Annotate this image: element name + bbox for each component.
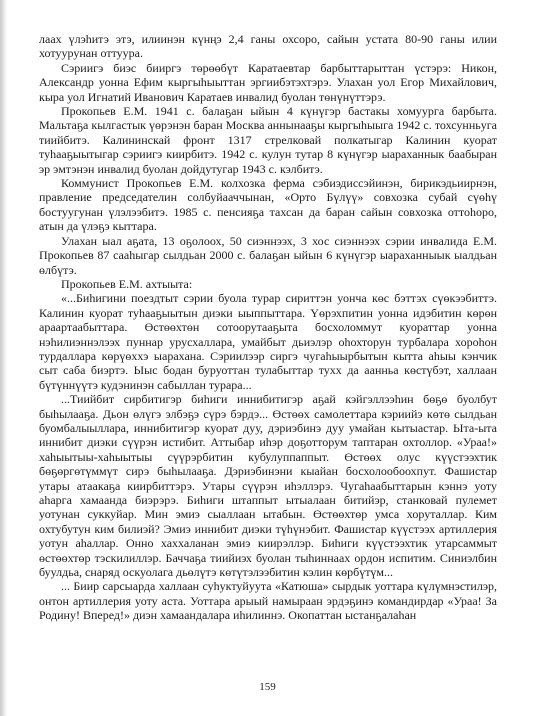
paragraph-memoir-3: ... Биир сарсыарда халлаан суһуктуйуута «Катюша» сырдык уоттара күлүмнэстилэр, онтон артиллерия уоту аста. Уоттара арыый намыраан эрдэҕинэ командирдар «Ураа! За Родину! Вперед!» диэн хамаандалара иһилиннэ. Окопаттан ыстанҕалаһан xyxy=(39,579,497,623)
page-text xyxy=(39,32,497,623)
page-number: 159 xyxy=(259,681,276,693)
paragraph-prokopiev-war: Прокопьев Е.М. 1941 с. балаҕан ыйын 4 күнүгэр бастакы хомуурга барбыта. Мальтаҕа кылгастык үөрэнэн баран Москва аннынааҕы кыргыһыыга 1942 с. тохсунньуга тиийбитэ. Калининскай фронт 1317 стрелковай полкатыгар Калинин куорат туһааҕыытыгар сэриигэ киирбитэ. 1942 с. кулун тутар 8 күнүгэр ыараханнык баабыран эр эмтэнэн инвалид буолан дойдутугар 1943 с. кэлбитэ. xyxy=(39,104,497,176)
paragraph-prokopiev-death: Улахан ыал аҕата, 13 оҕолоох, 50 сиэннээх, 3 хос сиэннээх сэрии инвалида Е.М. Прокопьев 87 сааһыгар сылдьан 2000 с. балаҕан ыйын 6 күнүгэр ыараханныык ыалдьан өлбүтэ. xyxy=(39,233,497,277)
page-edge-shadow xyxy=(0,0,7,716)
paragraph-memoir-heading: Прокопьев Е.М. ахтыыта: xyxy=(61,276,193,291)
paragraph-memoir-2: ...Тиийбит сирбитигэр биһиги иннибитигэр аҕай кэйгэллээһин бөҕө буолбут быһылааҕа. Дьон өлүгэ элбэҕэ сүрэ бэрдэ... Өстөөх самолеттара кэриийэ көтө сылдьан буомбалыыллара, иннибитигэр куорат дуу, дэриэбинэ дуу умайан кытыастар. Ыта-ыта иннибит диэки сүүрэн истибит. Аттыбар иһэр доҕотторум таптаран охтоллор. «Ураа!» хаһыытыы-хаһыытыы сүүрэрбитин кубулуппаппыт. Өстөөх олус күүстээхтик бөҕөргөтүммүт сирэ быһылааҕа. Дэриэбинэни кыайан босхолообоохпут. Фашистар утары атаакаҕа киирбиттэрэ. Утары сүүрэн иһэллэрэ. Чугаһаабыттарын кэннэ уоту аһарга хамаанда биэрэрэ. Биһиги штаппыт ытыалаан битийэр, станковай пулемет уотунан суккуйар. Мин эмиэ сыаллаан ытабын. Өстөөхтөр умса хоруталлар. Ким охтубутун ким билиэй? Эмиэ иннибит диэки түһүнэбит. Фашистар күүстээх артиллерия уотун аһаллар. Онно хаххаланан эмиэ киирэллэр. Биһиги күүстээхтик утарсаммыт өстөөхтөр тэскилиллэр. Баччаҕа тиийиэх буолан тыһиннаах ордон испитим. Синиэлбин буулдьа, снаряд оскуолага дьөлүтэ көтүтэлээбитин кэлин көрбүтүм... xyxy=(39,392,497,580)
paragraph-prokopiev-work: Коммунист Прокопьев Е.М. колхозка ферма сэбиэдиссэйинэн, бирикэдьиирнэн, правление председателин солбуйааччынан, «Орто Бүлүү» совхозка субай сүөһү бостуугунан үлэлээбитэ. 1985 с. пенсияҕа тахсан да баран сайын совхозка оттоһоро, атын да үлэҕэ кыттара. xyxy=(39,176,497,234)
paragraph-continuation: лаах үлэһитэ этэ, илиинэн күнңэ 2,4 ганы охсоро, сайын устата 80-90 ганы илии хотуурунан оттуура. xyxy=(39,32,497,61)
paragraph-karataev-brothers: Сэриигэ биэс бииргэ төрөөбүт Каратаевтар барбыттарыттан үстэрэ: Никон, Александр уонна Ефим кыргыһыыттан эргиибэтэхтэрэ. Улахан уол Егор Михайлович, кыра уол Игнатий Иванович Каратаев инвалид буолан төнүнүттэрэ. xyxy=(39,60,497,104)
paragraph-memoir-1: «...Биһигини поездтыт сэрии буола турар сириттэн уонча көс бэттэх сүөкээбиттэ. Калинин куорат туһааҕыытын диэки ыыппыттара. Үөрэхпитин уонна идэбитин көрөн араартаабыттара. Өстөөхтөн сотоорутааҕыта босхоломмут куораттар уонна нэһилиэннэлээх пуннар урусхаллара, умайбыт дьиэлэр оһохторун турбалара хороһон турдаллара көрүөххэ ыарахана. Сэриилээр сиргэ чугаһыырбытын кытта аһыы кэнчик сыт саба биэртэ. Ыыс бодан буруоттан тулабыттар тухх да аанньа көстүбэт, халлаан бүтүннүүтэ кудэнинэн сабыллан турара... xyxy=(39,291,497,392)
